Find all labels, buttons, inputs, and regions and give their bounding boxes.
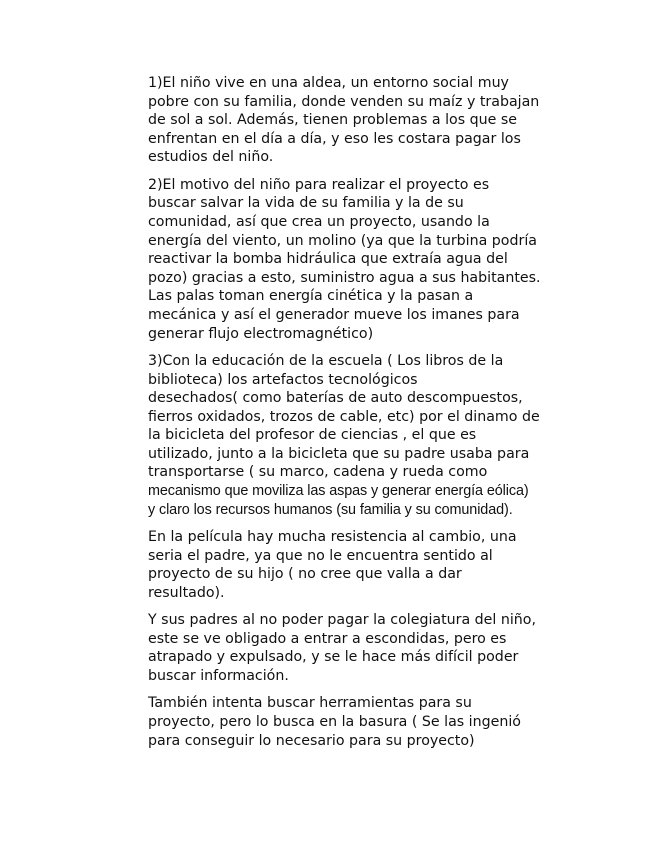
paragraph-line: y claro los recursos humanos (su familia y su comunidad).	[148, 501, 513, 518]
paragraph-line: de sol a sol. Además, tienen problemas a los que se	[148, 112, 517, 129]
paragraph-line: mecánica y así el generador mueve los imanes para	[148, 306, 520, 323]
document-body	[148, 74, 578, 759]
paragraph-line: reactivar la bomba hidráulica que extraía agua del	[148, 251, 508, 268]
paragraph-line: proyecto de su hijo ( no cree que valla a dar	[148, 566, 462, 583]
paragraph-line: proyecto, pero lo busca en la basura ( Se las ingenió	[148, 713, 521, 730]
paragraph-3	[148, 352, 578, 519]
paragraph-5	[148, 611, 578, 685]
paragraph-line: fierros oxidados, trozos de cable, etc) por el dinamo de	[148, 408, 540, 425]
paragraph-line: 1)El niño vive en una aldea, un entorno social muy	[148, 75, 509, 91]
paragraph-line: transportarse ( su marco, cadena y rueda como	[148, 464, 488, 481]
paragraph-line: mecanismo que moviliza las aspas y generar energía eólica)	[148, 483, 529, 500]
paragraph-line: la bicicleta del profesor de ciencias , el que es	[148, 427, 477, 444]
paragraph-line: enfrentan en el día a día, y eso les costara pagar los	[148, 130, 521, 147]
paragraph-line: comunidad, así que crea un proyecto, usando la	[148, 213, 490, 230]
paragraph-line: atrapado y expulsado, y se le hace más difícil poder	[148, 649, 519, 666]
paragraph-line: seria el padre, ya que no le encuentra sentido al	[148, 547, 493, 564]
paragraph-1	[148, 74, 578, 167]
paragraph-line: También intenta buscar herramientas para su	[148, 695, 472, 712]
paragraph-line: pozo) gracias a esto, suministro agua a sus habitantes.	[148, 269, 541, 286]
paragraph-line: 2)El motivo del niño para realizar el proyecto es	[148, 176, 490, 193]
paragraph-2	[148, 176, 578, 343]
paragraph-line: desechados( como baterías de auto descompuestos,	[148, 390, 523, 407]
paragraph-line: para conseguir lo necesario para su proyecto)	[148, 732, 475, 749]
paragraph-4	[148, 528, 578, 602]
paragraph-line: 3)Con la educación de la escuela ( Los libros de la	[148, 352, 504, 369]
paragraph-line: Y sus padres al no poder pagar la colegiatura del niño,	[148, 612, 536, 629]
paragraph-line: biblioteca) los artefactos tecnológicos	[148, 371, 418, 388]
paragraph-line: generar flujo electromagnético)	[148, 325, 374, 342]
paragraph-line: Las palas toman energía cinética y la pasan a	[148, 288, 474, 305]
paragraph-line: buscar salvar la vida de su familia y la de su	[148, 195, 464, 212]
paragraph-line: utilizado, junto a la bicicleta que su padre usaba para	[148, 445, 530, 462]
paragraph-line: energía del viento, un molino (ya que la turbina podría	[148, 232, 537, 249]
paragraph-line: pobre con su familia, donde venden su maíz y trabajan	[148, 93, 540, 110]
paragraph-line: resultado).	[148, 584, 225, 601]
paragraph-line: buscar información.	[148, 668, 289, 684]
paragraph-6	[148, 694, 578, 750]
paragraph-line: este se ve obligado a entrar a escondidas, pero es	[148, 630, 507, 647]
paragraph-line: En la película hay mucha resistencia al cambio, una	[148, 529, 517, 546]
paragraph-line: estudios del niño.	[148, 149, 274, 166]
